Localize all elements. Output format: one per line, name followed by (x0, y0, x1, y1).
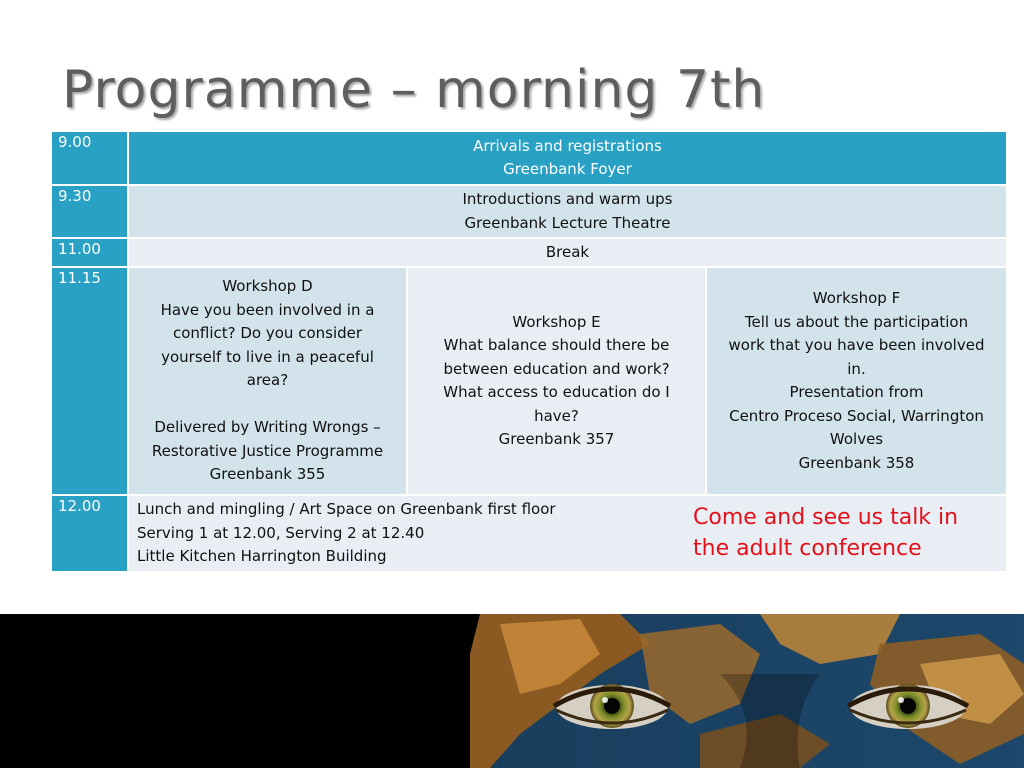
time-cell-12-00: 12.00 (52, 496, 129, 571)
world-map-face-image (0, 614, 1024, 768)
footer-image-band (0, 614, 1024, 768)
workshop-d-line: Greenbank 355 (209, 465, 326, 484)
workshop-e-line: What balance should there be (443, 336, 670, 354)
table-row-workshops (52, 268, 1006, 496)
workshop-d-line: Delivered by Writing Wrongs – (154, 418, 381, 437)
lunch-details (137, 498, 556, 569)
workshop-d-line: Have you been involved in a (160, 300, 375, 319)
arrivals-title: Arrivals and registrations (473, 136, 662, 155)
introductions-cell (129, 186, 1006, 239)
conference-callout (693, 502, 958, 564)
workshop-f-line: in. (847, 359, 866, 378)
workshop-e-line: What access to education do I (443, 383, 670, 401)
workshop-f-line: work that you have been involved (728, 336, 985, 354)
table-row-introductions (52, 186, 1006, 239)
workshop-f-line: Greenbank 358 (798, 453, 915, 472)
callout-line-2: the adult conference (693, 536, 922, 561)
time-cell-11-15: 11.15 (52, 268, 129, 496)
workshop-f-line: Wolves (829, 430, 884, 448)
workshop-e-line: between education and work? (443, 359, 670, 378)
workshop-f-line: Presentation from (789, 383, 924, 401)
table-row-arrivals (52, 132, 1006, 186)
workshop-d-line: yourself to live in a peaceful (161, 347, 374, 366)
introductions-location: Greenbank Lecture Theatre (464, 213, 671, 232)
break-label: Break (545, 242, 590, 261)
workshop-e-line: have? (534, 406, 579, 425)
workshop-f-line: Workshop F (812, 289, 901, 307)
lunch-line-3: Little Kitchen Harrington Building (137, 547, 387, 565)
arrivals-cell (129, 132, 1006, 186)
break-cell (129, 239, 1006, 268)
arrivals-location: Greenbank Foyer (503, 160, 632, 178)
table-row-break (52, 239, 1006, 268)
callout-line-1: Come and see us talk in (693, 505, 959, 530)
workshop-f-cell (707, 268, 1006, 496)
lunch-line-2: Serving 1 at 12.00, Serving 2 at 12.40 (137, 523, 425, 542)
time-cell-9-30: 9.30 (52, 186, 129, 239)
workshop-d-cell (129, 268, 408, 496)
lunch-line-1: Lunch and mingling / Art Space on Greenbank first floor (137, 500, 556, 518)
workshop-d-line (129, 393, 406, 417)
workshop-e-line: Workshop E (512, 312, 601, 331)
table-row-lunch (52, 496, 1006, 571)
programme-table (52, 132, 1006, 571)
workshop-d-line: conflict? Do you consider (172, 324, 363, 343)
workshop-f-line: Centro Proceso Social, Warrington (729, 406, 984, 425)
time-cell-9-00: 9.00 (52, 132, 129, 186)
slide-title: Programme – morning 7th (62, 60, 766, 120)
introductions-title: Introductions and warm ups (462, 190, 673, 208)
workshop-d-line: area? (246, 371, 289, 390)
time-cell-11-00: 11.00 (52, 239, 129, 268)
workshop-f-line: Tell us about the participation (744, 312, 969, 331)
workshop-d-line: Restorative Justice Programme (151, 441, 384, 460)
workshop-d-line: Workshop D (222, 277, 313, 296)
workshop-e-cell (408, 268, 707, 496)
workshop-e-line: Greenbank 357 (498, 430, 615, 448)
lunch-cell (129, 496, 1006, 571)
